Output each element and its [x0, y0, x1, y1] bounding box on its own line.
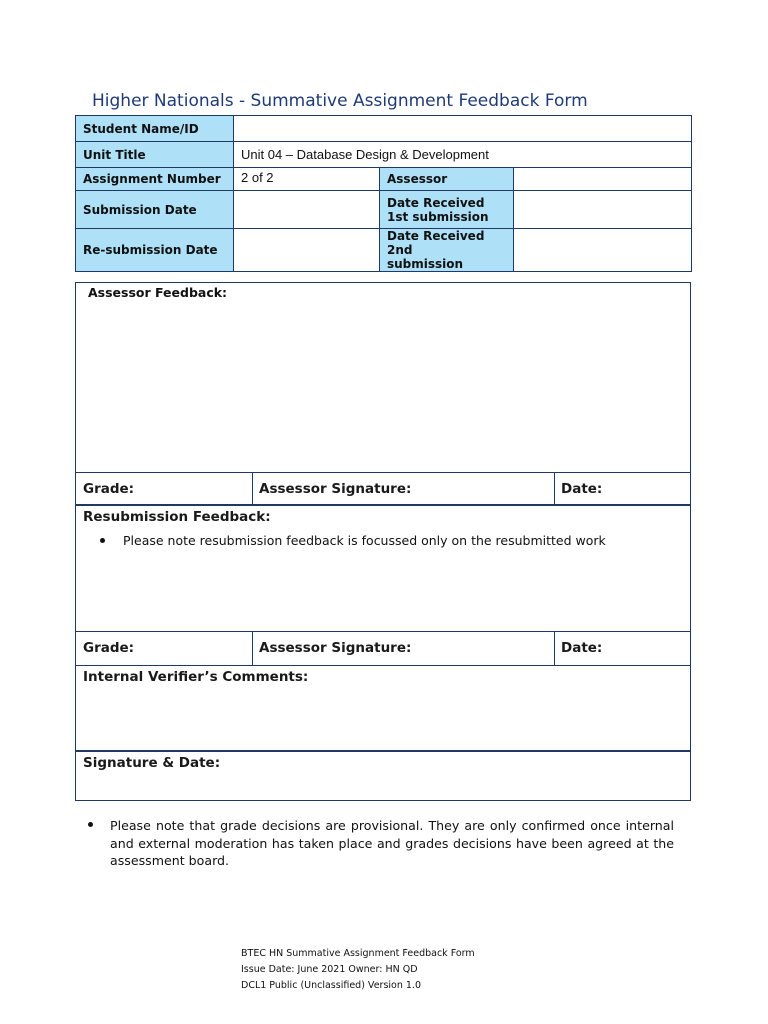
date-label-2: Date: — [561, 640, 603, 656]
divider — [252, 631, 253, 665]
assignment-number-field[interactable]: 2 of 2 — [234, 168, 380, 191]
assessor-signature-label-2: Assessor Signature: — [259, 640, 412, 656]
unit-title-label: Unit Title — [76, 142, 234, 168]
assignment-number-label: Assignment Number — [76, 168, 234, 191]
divider — [76, 472, 690, 473]
internal-verifier-label: Internal Verifier’s Comments: — [83, 669, 309, 685]
submission-date-label: Submission Date — [76, 191, 234, 229]
divider — [252, 472, 253, 504]
provisional-grades-note: Please note that grade decisions are provisional. They are only confirmed once internal and external moderation has taken place and grades decisions have been agreed at the assessment board. — [110, 818, 674, 868]
assessor-field[interactable] — [514, 168, 692, 191]
divider — [554, 472, 555, 504]
bullet-icon — [100, 538, 105, 543]
student-name-label: Student Name/ID — [76, 116, 234, 142]
signature-date-label: Signature & Date: — [83, 755, 221, 771]
date-received-2nd-field[interactable] — [514, 229, 692, 272]
resubmission-date-field[interactable] — [234, 229, 380, 272]
assessor-label: Assessor — [380, 168, 514, 191]
footer-classification: DCL1 Public (Unclassified) Version 1.0 — [241, 980, 421, 991]
resubmission-note: Please note resubmission feedback is focussed only on the resubmitted work — [123, 533, 606, 548]
divider — [76, 631, 690, 632]
grade-label: Grade: — [83, 481, 135, 497]
feedback-box — [75, 282, 691, 801]
resubmission-date-label: Re-submission Date — [76, 229, 234, 272]
submission-date-field[interactable] — [234, 191, 380, 229]
date-received-2nd-label: Date Received 2nd submission — [380, 229, 514, 272]
footer — [241, 946, 475, 994]
student-name-field[interactable] — [234, 116, 692, 142]
assessor-feedback-area[interactable] — [76, 283, 690, 472]
date-received-1st-label: Date Received 1st submission — [380, 191, 514, 229]
bullet-icon — [88, 822, 93, 827]
footer-form-name: BTEC HN Summative Assignment Feedback Form — [241, 948, 475, 959]
student-info-table — [75, 115, 692, 272]
divider — [554, 631, 555, 665]
resubmission-feedback-label: Resubmission Feedback: — [83, 509, 271, 525]
grade-label-2: Grade: — [83, 640, 135, 656]
date-label: Date: — [561, 481, 603, 497]
form-title: Higher Nationals - Summative Assignment Feedback Form — [92, 91, 588, 111]
assessor-feedback-label: Assessor Feedback: — [88, 285, 228, 300]
footer-issue-date: Issue Date: June 2021 Owner: HN QD — [241, 964, 418, 975]
assessor-signature-label: Assessor Signature: — [259, 481, 412, 497]
unit-title-field[interactable]: Unit 04 – Database Design & Development — [234, 142, 692, 168]
date-received-1st-field[interactable] — [514, 191, 692, 229]
